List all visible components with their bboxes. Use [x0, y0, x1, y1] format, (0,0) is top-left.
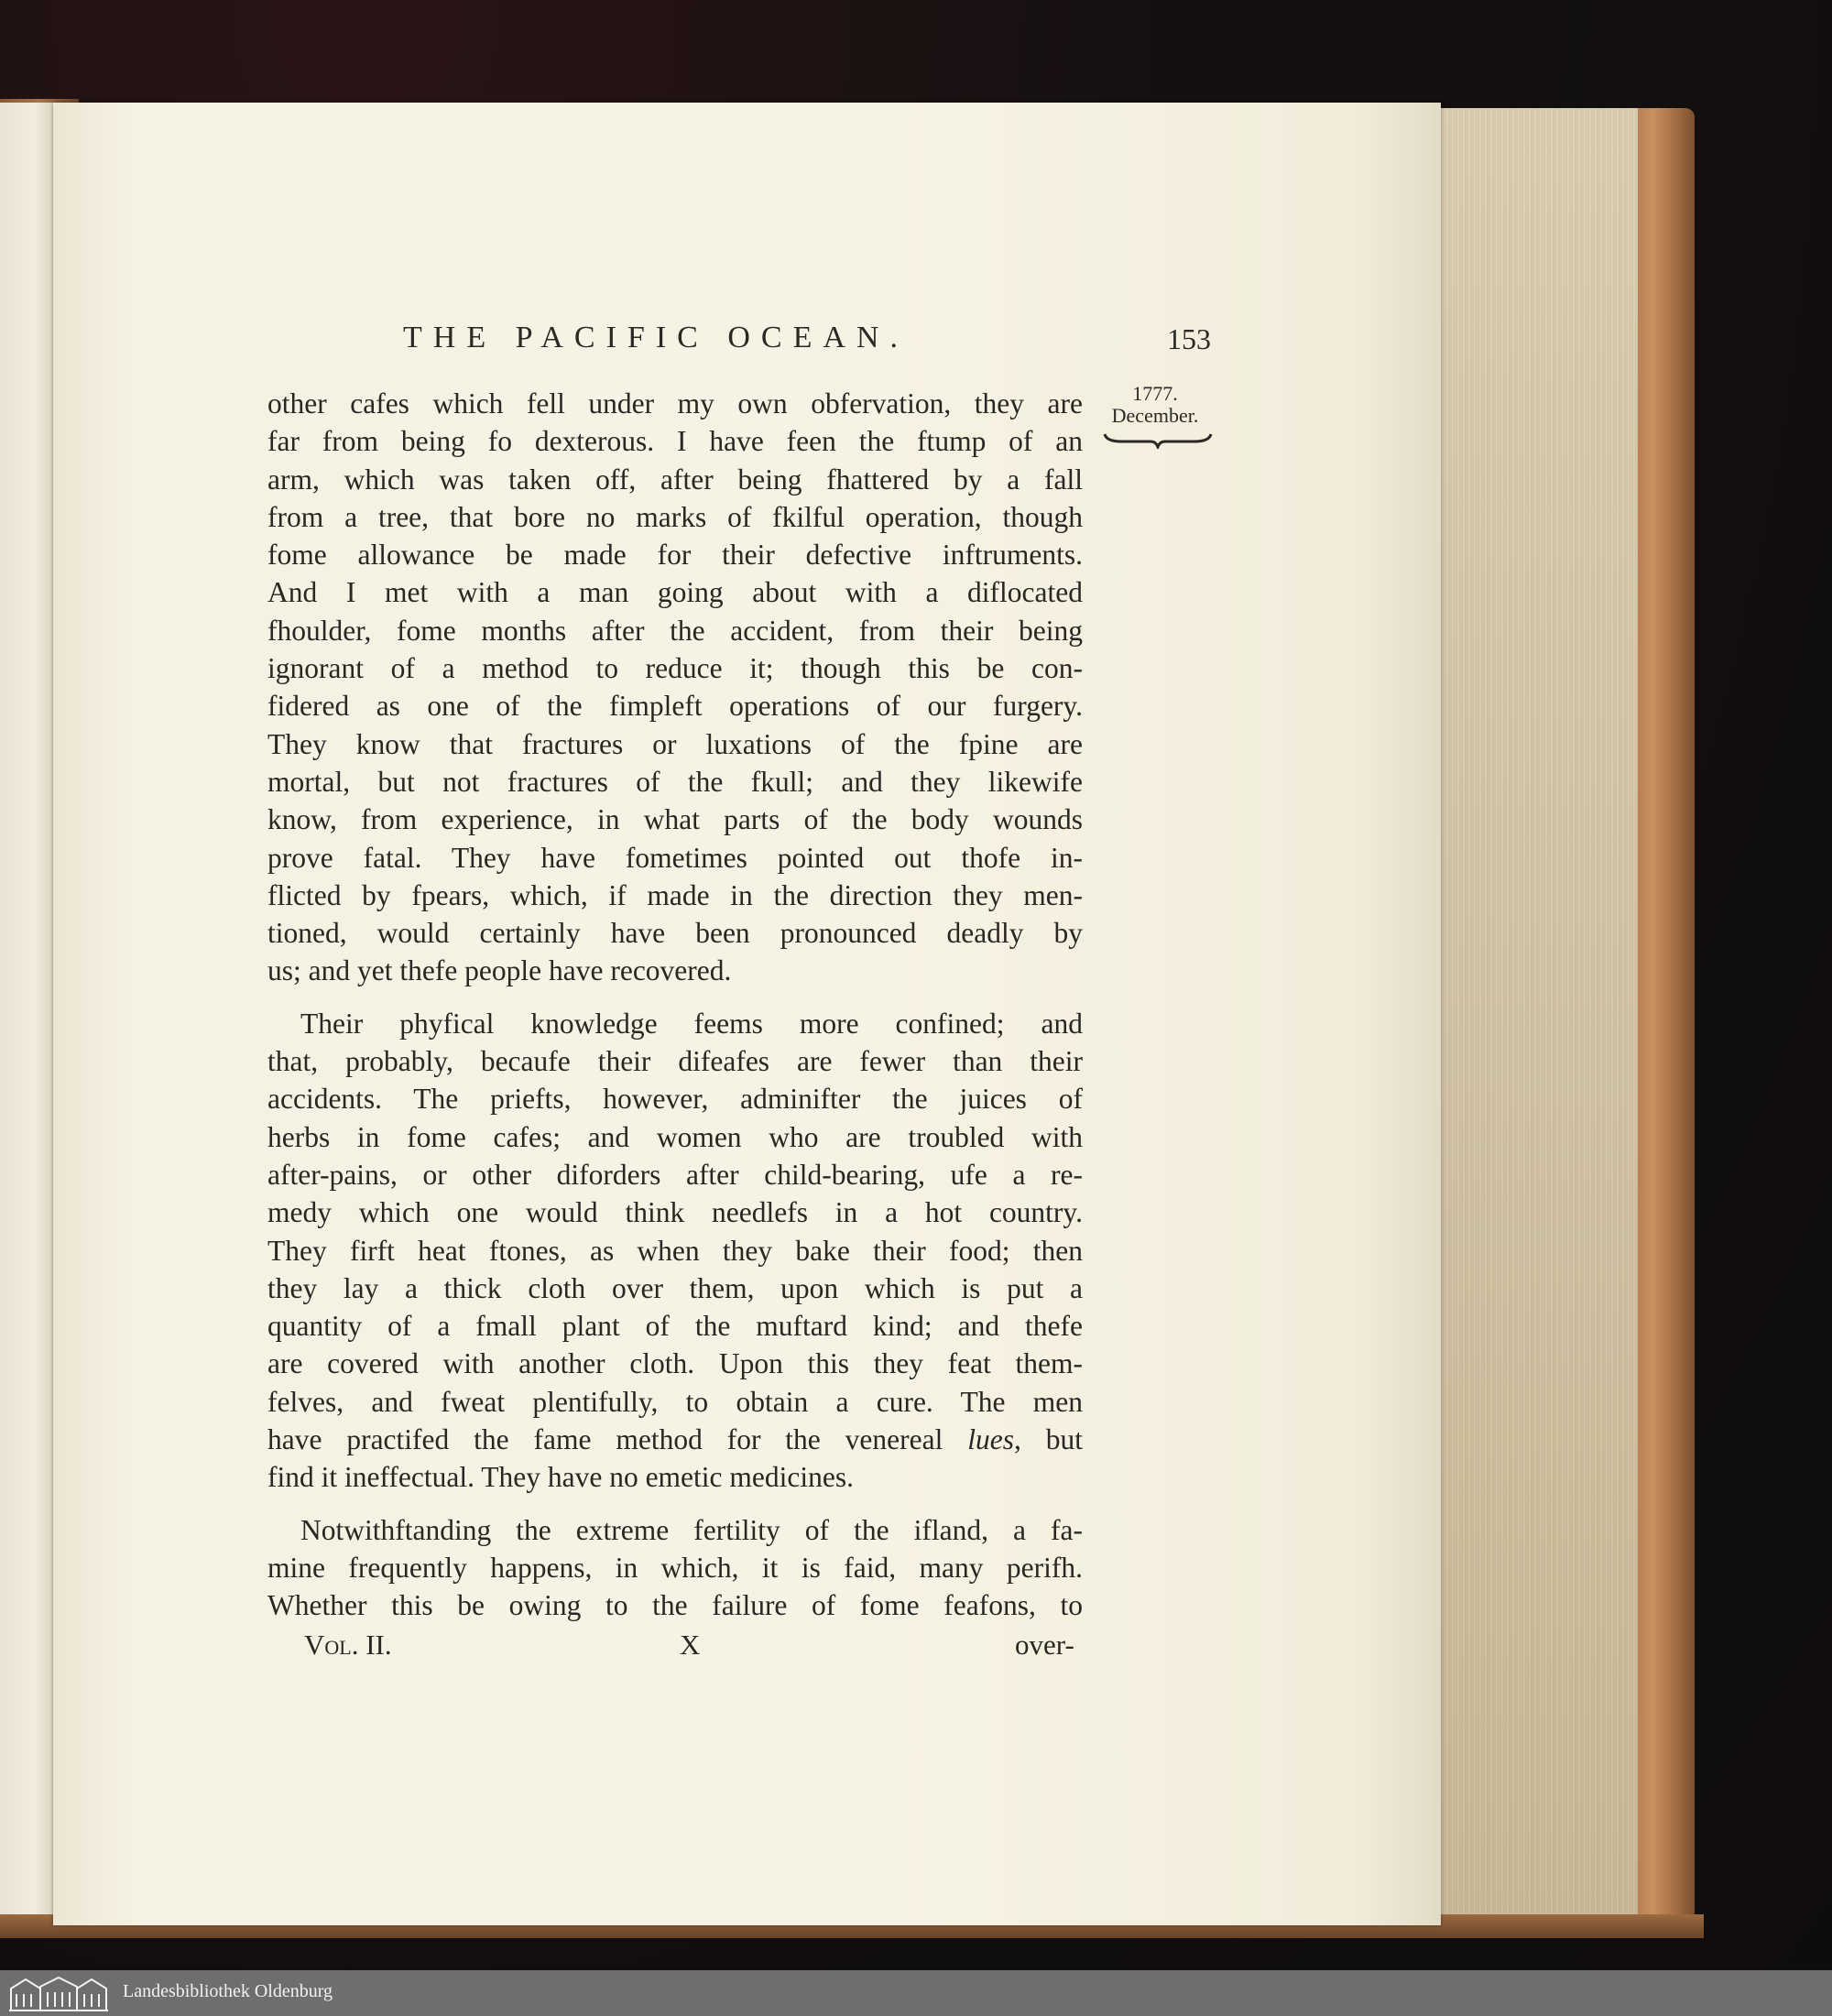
- right-cover: [1630, 108, 1695, 1922]
- text-line: They know that fractures or luxations of the fpine are: [267, 727, 1083, 760]
- text-segment: have practifed the fame method for the venereal: [267, 1423, 968, 1456]
- library-building-icon: [7, 1974, 110, 2012]
- volume-signature: Vol. II.: [304, 1629, 392, 1661]
- text-line: prove fatal. They have fometimes pointed out thofe in-: [267, 841, 1083, 874]
- text-line: flicted by fpears, which, if made in the direction they men-: [267, 878, 1083, 911]
- running-head: THE PACIFIC OCEAN.: [403, 321, 909, 354]
- text-line: accidents. The priefts, however, adminifter the juices of: [267, 1083, 1083, 1116]
- gathering-signature: X: [680, 1629, 701, 1661]
- text-line: us; and yet thefe people have recovered.: [267, 954, 732, 987]
- text-line: quantity of a fmall plant of the muftard kind; and thefe: [267, 1310, 1083, 1343]
- text-line: are covered with another cloth. Upon this they feat them-: [267, 1347, 1083, 1380]
- text-line: fidered as one of the fimpleft operations of our furgery.: [267, 690, 1083, 723]
- brace-icon: [1103, 430, 1213, 449]
- text-line: far from being fo dexterous. I have feen the ftump of an: [267, 425, 1083, 458]
- text-line: they lay a thick cloth over them, upon which is put a: [267, 1271, 1083, 1304]
- margin-note: [1096, 383, 1215, 427]
- text-line: They firft heat ftones, as when they bake their food; then: [267, 1234, 1083, 1267]
- margin-year: 1777.: [1132, 382, 1178, 405]
- catchword: over-: [1015, 1629, 1074, 1661]
- text-segment: , but: [1013, 1423, 1083, 1456]
- text-line: ignorant of a method to reduce it; though this be con-: [267, 652, 1083, 685]
- italic-word: lues: [967, 1423, 1014, 1456]
- text-line: tioned, would certainly have been pronounced deadly by: [267, 917, 1083, 950]
- text-line: arm, which was taken off, after being fhattered by a fall: [267, 463, 1083, 496]
- text-line: mine frequently happens, in which, it is faid, many perifh.: [267, 1551, 1083, 1584]
- text-line: herbs in fome cafes; and women who are troubled with: [267, 1120, 1083, 1153]
- previous-page-edge: [0, 103, 57, 1925]
- margin-month: December.: [1111, 404, 1199, 427]
- text-line: after-pains, or other diforders after child-bearing, ufe a re-: [267, 1158, 1083, 1191]
- text-line: medy which one would think needlefs in a hot country.: [267, 1196, 1083, 1229]
- paragraph-gap: [267, 990, 1083, 1005]
- text-line: felves, and fweat plentifully, to obtain a cure. The men: [267, 1385, 1083, 1418]
- footer-bar: [0, 1970, 1832, 2016]
- text-line: Notwithftanding the extreme fertility of the ifland, a fa-: [300, 1513, 1083, 1546]
- text-line: from a tree, that bore no marks of fkilful operation, though: [267, 500, 1083, 533]
- text-line: Whether this be owing to the failure of fome feafons, to: [267, 1589, 1083, 1622]
- page-number: 153: [1167, 322, 1211, 355]
- page-block-edge: [1436, 108, 1638, 1920]
- text-line: Their phyfical knowledge feems more confined; and: [300, 1007, 1083, 1040]
- library-name: Landesbibliothek Oldenburg: [123, 1981, 333, 2001]
- text-line: fome allowance be made for their defective inftruments.: [267, 539, 1083, 572]
- text-line: mortal, but not fractures of the fkull; and they likewife: [267, 765, 1083, 798]
- text-line: fhoulder, fome months after the accident, from their being: [267, 614, 1083, 647]
- text-line: that, probably, becaufe their difeafes are fewer than their: [267, 1045, 1083, 1078]
- body-text: [267, 385, 1083, 1625]
- text-line: find it ineffectual. They have no emetic medicines.: [267, 1461, 854, 1494]
- text-line: know, from experience, in what parts of the body wounds: [267, 803, 1083, 836]
- paragraph-gap: [267, 1497, 1083, 1511]
- text-line: other cafes which fell under my own obfervation, they are: [267, 387, 1083, 420]
- text-line: And I met with a man going about with a diflocated: [267, 576, 1083, 609]
- text-line-with-italic: [267, 1421, 1083, 1458]
